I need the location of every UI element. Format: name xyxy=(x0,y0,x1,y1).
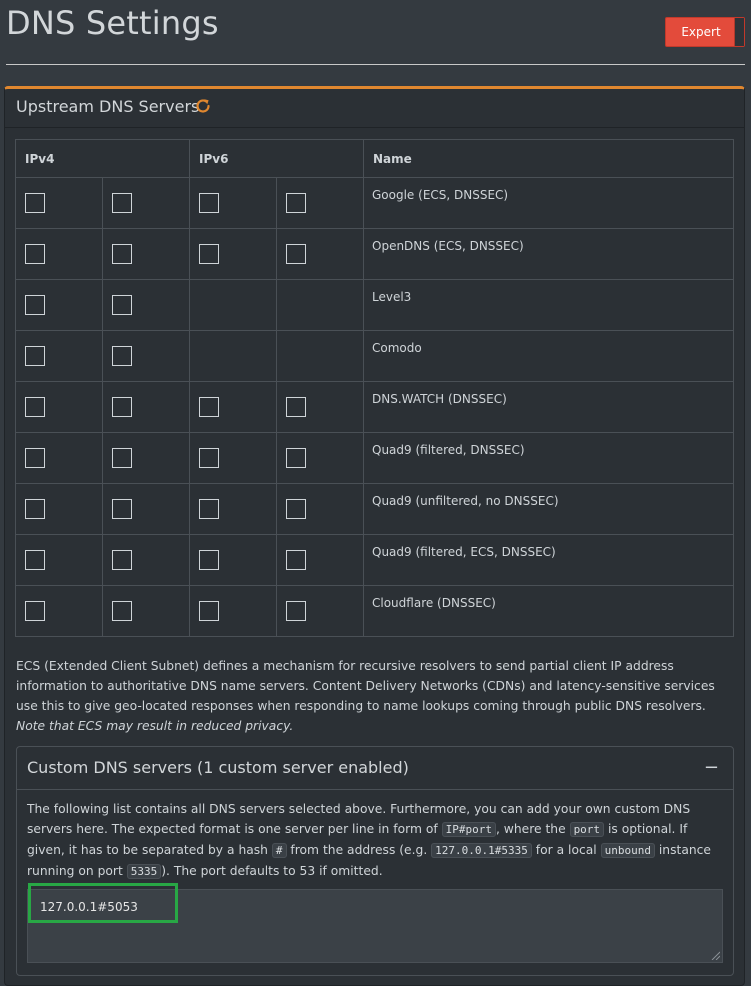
ipv4-checkbox-1[interactable] xyxy=(25,244,45,264)
column-header-ipv4: IPv4 xyxy=(16,140,190,178)
server-name: Comodo xyxy=(364,331,734,382)
server-name: Google (ECS, DNSSEC) xyxy=(364,178,734,229)
ipv6-checkbox-2[interactable] xyxy=(286,448,306,468)
ecs-text: ECS (Extended Client Subnet) defines a mechanism for recursive resolvers to send partial client IP address information to authoritative DNS name servers. Content Delivery Networks (CDNs) and latency-sensitive services use this to give geo-located responses when responding to name lookups coming through public DNS resolvers. xyxy=(16,659,715,713)
column-header-name: Name xyxy=(364,140,734,178)
checkbox-cell xyxy=(103,178,190,229)
ipv4-checkbox-1[interactable] xyxy=(25,550,45,570)
upstream-servers-table xyxy=(15,139,734,637)
table-row xyxy=(16,280,734,331)
checkbox-cell xyxy=(16,586,103,637)
ipv6-checkbox-2[interactable] xyxy=(286,244,306,264)
ipv6-checkbox-2[interactable] xyxy=(286,397,306,417)
checkbox-cell xyxy=(16,178,103,229)
help-text: for a local xyxy=(531,843,601,857)
server-name: OpenDNS (ECS, DNSSEC) xyxy=(364,229,734,280)
table-row xyxy=(16,433,734,484)
checkbox-cell xyxy=(103,586,190,637)
expert-toggle[interactable] xyxy=(665,17,745,47)
table-row xyxy=(16,382,734,433)
ipv6-checkbox-1[interactable] xyxy=(199,193,219,213)
checkbox-cell xyxy=(103,382,190,433)
checkbox-cell xyxy=(16,331,103,382)
page-title: DNS Settings xyxy=(6,4,219,42)
refresh-icon[interactable] xyxy=(194,97,212,115)
code-port: port xyxy=(570,822,605,837)
code-format: IP#port xyxy=(442,822,496,837)
column-header-ipv6: IPv6 xyxy=(190,140,364,178)
checkbox-cell xyxy=(277,484,364,535)
checkbox-cell xyxy=(16,229,103,280)
ipv6-checkbox-1[interactable] xyxy=(199,499,219,519)
table-header-row xyxy=(16,140,734,178)
server-name: Quad9 (filtered, ECS, DNSSEC) xyxy=(364,535,734,586)
ecs-note: Note that ECS may result in reduced privacy. xyxy=(16,719,294,733)
ipv6-checkbox-2[interactable] xyxy=(286,601,306,621)
ipv6-checkbox-1[interactable] xyxy=(199,601,219,621)
ipv4-checkbox-2[interactable] xyxy=(112,397,132,417)
help-text: from the address (e.g. xyxy=(286,843,432,857)
checkbox-cell xyxy=(277,382,364,433)
ipv4-checkbox-2[interactable] xyxy=(112,448,132,468)
checkbox-cell xyxy=(103,433,190,484)
table-row xyxy=(16,484,734,535)
checkbox-cell xyxy=(190,586,277,637)
ipv6-checkbox-1[interactable] xyxy=(199,550,219,570)
checkbox-cell xyxy=(277,586,364,637)
custom-dns-title: Custom DNS servers (1 custom server enabled) xyxy=(27,758,409,777)
checkbox-cell xyxy=(103,484,190,535)
ipv4-checkbox-2[interactable] xyxy=(112,295,132,315)
custom-dns-textarea[interactable] xyxy=(27,889,723,963)
checkbox-cell xyxy=(277,280,364,331)
code-port-number: 5335 xyxy=(127,864,162,879)
server-name: Level3 xyxy=(364,280,734,331)
server-name: DNS.WATCH (DNSSEC) xyxy=(364,382,734,433)
custom-dns-help xyxy=(27,799,727,882)
checkbox-cell xyxy=(16,382,103,433)
ipv4-checkbox-1[interactable] xyxy=(25,601,45,621)
checkbox-cell xyxy=(277,433,364,484)
checkbox-cell xyxy=(190,484,277,535)
upstream-dns-title: Upstream DNS Servers xyxy=(16,97,200,116)
checkbox-cell xyxy=(190,280,277,331)
checkbox-cell xyxy=(277,229,364,280)
code-unbound: unbound xyxy=(601,843,655,858)
checkbox-cell xyxy=(277,535,364,586)
code-example: 127.0.0.1#5335 xyxy=(431,843,532,858)
table-row xyxy=(16,229,734,280)
server-name: Cloudflare (DNSSEC) xyxy=(364,586,734,637)
server-name: Quad9 (filtered, DNSSEC) xyxy=(364,433,734,484)
upstream-dns-header xyxy=(5,89,744,128)
ipv4-checkbox-1[interactable] xyxy=(25,397,45,417)
ipv4-checkbox-2[interactable] xyxy=(112,499,132,519)
help-text: is optional. If given, it has to be separated by a hash xyxy=(27,822,688,857)
ipv4-checkbox-1[interactable] xyxy=(25,499,45,519)
checkbox-cell xyxy=(190,382,277,433)
toggle-knob[interactable] xyxy=(734,18,744,46)
title-divider xyxy=(6,64,745,65)
help-text: , where the xyxy=(495,822,570,836)
checkbox-cell xyxy=(16,433,103,484)
checkbox-cell xyxy=(16,484,103,535)
help-text: instance running on port xyxy=(27,843,711,878)
checkbox-cell xyxy=(190,331,277,382)
collapse-icon[interactable]: − xyxy=(703,757,719,778)
ipv4-checkbox-2[interactable] xyxy=(112,193,132,213)
checkbox-cell xyxy=(103,280,190,331)
ipv4-checkbox-2[interactable] xyxy=(112,550,132,570)
custom-dns-value: 127.0.0.1#5053 xyxy=(40,900,138,914)
ipv6-checkbox-1[interactable] xyxy=(199,448,219,468)
ipv4-checkbox-2[interactable] xyxy=(112,244,132,264)
ipv6-checkbox-1[interactable] xyxy=(199,397,219,417)
checkbox-cell xyxy=(16,535,103,586)
ipv4-checkbox-1[interactable] xyxy=(25,295,45,315)
table-row xyxy=(16,586,734,637)
checkbox-cell xyxy=(103,229,190,280)
checkbox-cell xyxy=(16,280,103,331)
checkbox-cell xyxy=(277,178,364,229)
checkbox-cell xyxy=(277,331,364,382)
table-row xyxy=(16,331,734,382)
help-text: ). The port defaults to 53 if omitted. xyxy=(161,864,383,878)
server-name: Quad9 (unfiltered, no DNSSEC) xyxy=(364,484,734,535)
expert-toggle-label: Expert xyxy=(681,25,721,39)
ecs-description xyxy=(16,656,736,736)
checkbox-cell xyxy=(190,229,277,280)
resize-grip-icon[interactable] xyxy=(710,950,720,960)
checkbox-cell xyxy=(190,178,277,229)
ipv6-checkbox-2[interactable] xyxy=(286,499,306,519)
custom-dns-box xyxy=(16,746,734,976)
ipv4-checkbox-1[interactable] xyxy=(25,346,45,366)
checkbox-cell xyxy=(103,535,190,586)
checkbox-cell xyxy=(190,535,277,586)
table-row xyxy=(16,178,734,229)
ipv4-checkbox-2[interactable] xyxy=(112,346,132,366)
checkbox-cell xyxy=(190,433,277,484)
ipv4-checkbox-1[interactable] xyxy=(25,193,45,213)
ipv6-checkbox-2[interactable] xyxy=(286,193,306,213)
help-text: The following list contains all DNS servers selected above. Furthermore, you can add your own custom DNS servers here. The expected format is one server per line in form of xyxy=(27,802,691,836)
ipv4-checkbox-2[interactable] xyxy=(112,601,132,621)
checkbox-cell xyxy=(103,331,190,382)
table-row xyxy=(16,535,734,586)
ipv4-checkbox-1[interactable] xyxy=(25,448,45,468)
ipv6-checkbox-1[interactable] xyxy=(199,244,219,264)
custom-dns-header[interactable] xyxy=(17,747,733,790)
code-hash: # xyxy=(272,843,287,858)
ipv6-checkbox-2[interactable] xyxy=(286,550,306,570)
